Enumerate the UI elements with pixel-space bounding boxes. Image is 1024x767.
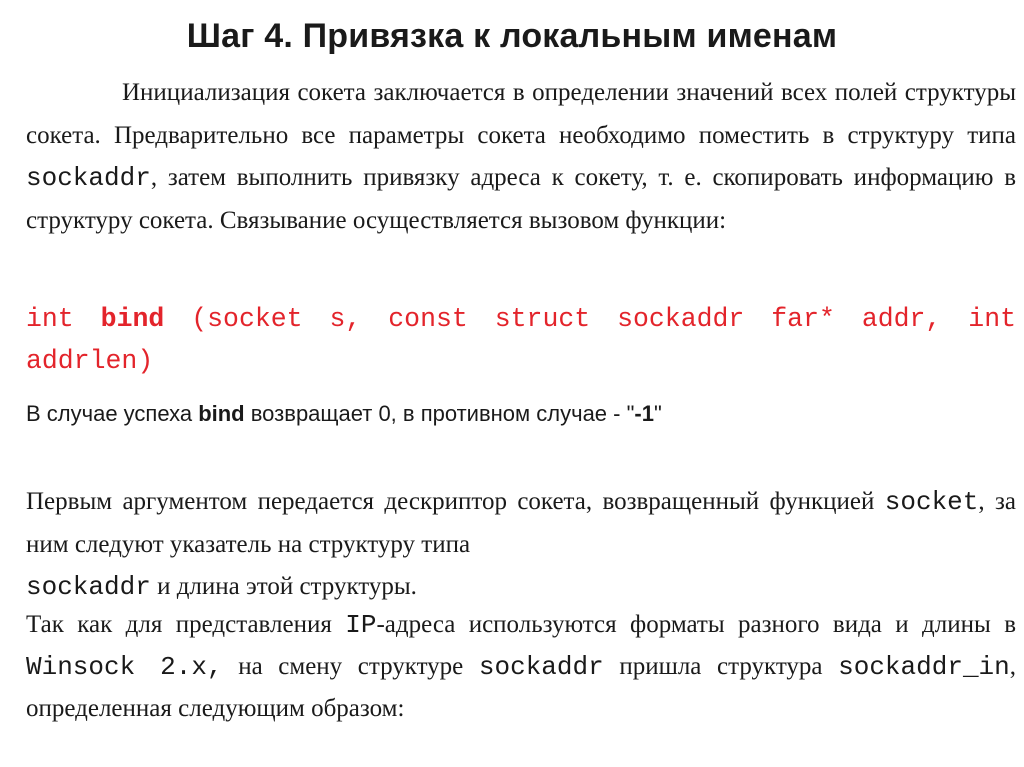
result-error-value: -1 xyxy=(634,401,654,426)
arguments-paragraph xyxy=(26,481,1016,609)
sockin-text-3: на смену структуре xyxy=(222,653,479,680)
args-text-2: , за ним следуют указатель на структуру типа xyxy=(26,488,1016,558)
sockaddr-keyword: sockaddr xyxy=(26,163,151,193)
result-text-1: В случае успеха xyxy=(26,401,199,426)
intro-text-1: Инициализация сокета заключается в определении значений всех полей структуры сокета. Предварительно все параметры сокета необходимо поместить в структуру типа xyxy=(26,79,1016,149)
code-function-name: bind xyxy=(100,304,165,334)
sockaddr-in-paragraph xyxy=(26,604,1016,730)
socket-keyword: socket xyxy=(884,487,979,517)
code-parameters: (socket s, const struct sockaddr far* addr, int addrlen) xyxy=(26,304,1016,376)
code-return-type: int xyxy=(26,304,101,334)
sockin-text-5: , определенная следующим образом: xyxy=(26,653,1017,722)
sockaddr-in-keyword: sockaddr_in xyxy=(838,652,1010,682)
result-text-3: " xyxy=(653,401,662,426)
intro-text-2: , затем выполнить привязку адреса к сокету, т. е. скопировать информацию в структуру сокета. Связывание осуществляется вызовом функции: xyxy=(26,164,1016,234)
bind-signature-code xyxy=(26,298,1016,382)
sockaddr-keyword: sockaddr xyxy=(26,572,151,602)
args-text-1: Первым аргументом передается дескриптор сокета, возвращенный функцией xyxy=(26,488,885,515)
winsock-keyword: Winsock 2.x, xyxy=(26,652,223,682)
args-text-3: и длина этой структуры. xyxy=(150,573,417,600)
return-value-note xyxy=(26,394,1016,434)
sockin-text-1: Так как для представления xyxy=(26,611,346,638)
result-text-2: возвращает 0, в противном случае - " xyxy=(244,401,635,426)
slide-title: Шаг 4. Привязка к локальным именам xyxy=(186,17,838,55)
sockaddr-keyword: sockaddr xyxy=(478,652,604,682)
result-bind-keyword: bind xyxy=(198,401,245,426)
intro-paragraph xyxy=(26,72,1016,242)
sockin-text-2: -адреса используются форматы разного вида и длины в xyxy=(376,611,1016,638)
sockin-text-4: пришла структура xyxy=(603,653,839,680)
ip-keyword: IP xyxy=(345,610,377,640)
